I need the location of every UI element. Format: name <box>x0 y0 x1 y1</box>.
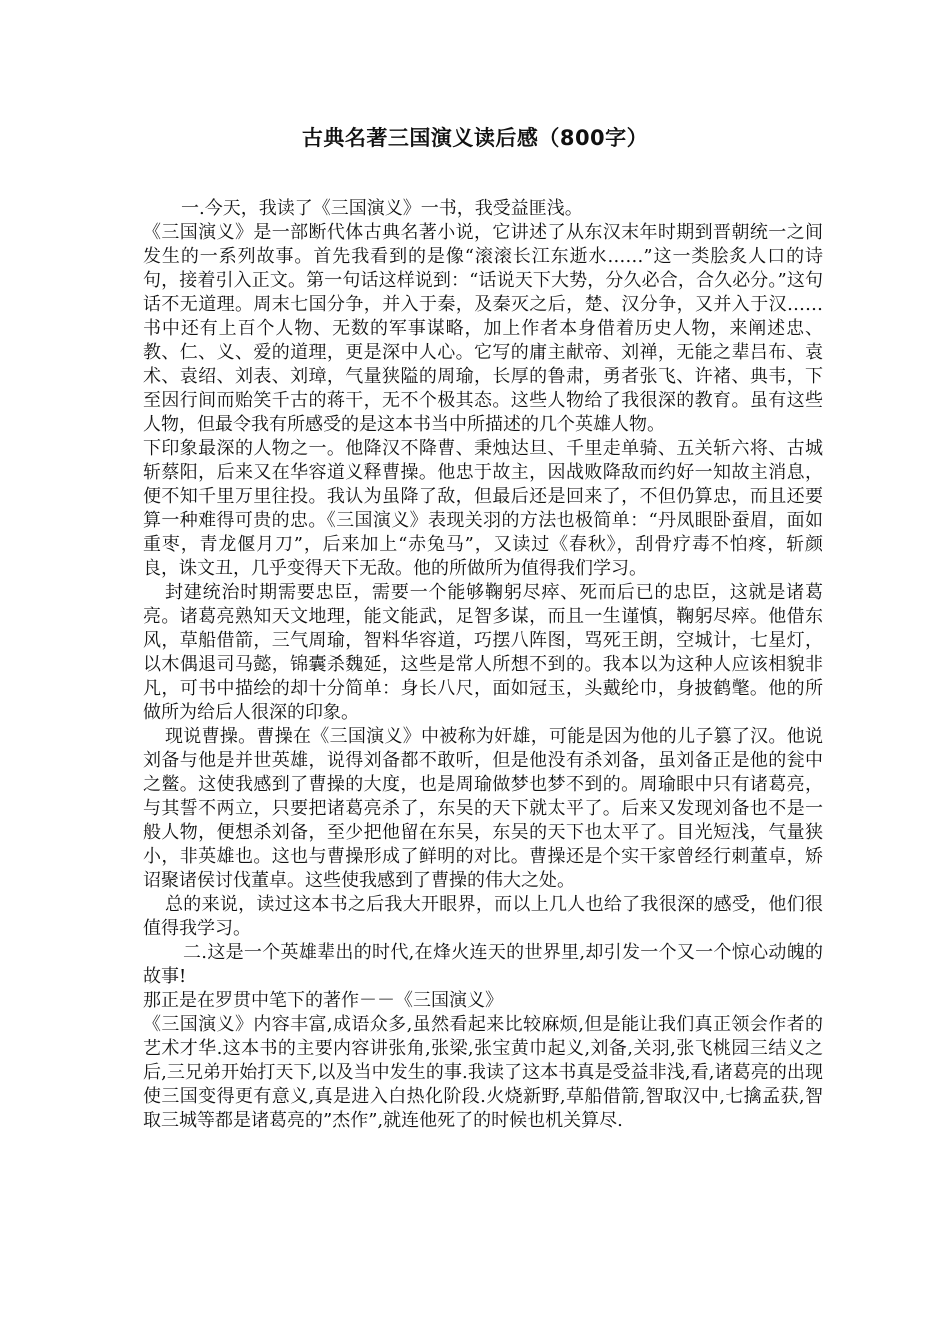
paragraph-overview: 《三国演义》是一部断代体古典名著小说，它讲述了从东汉末年时期到晋朝统一之间发生的一系列故事。首先我看到的是像“滚滚长江东逝水……”这一类脍炙人口的诗句，接着引入正文。第一句话这样说到：“话说天下大势，分久必合，合久必分。”这句话不无道理。周末七国分争，并入于秦，及秦灭之后，楚、汉分争，又并入于汉……书中还有上百个人物、无数的军事谋略，加上作者本身借着历史人物，来阐述忠、教、仁、义、爱的道理，更是深中人心。它写的庸主献帝、刘禅，无能之辈吕布、袁术、袁绍、刘表、刘璋，气量狭隘的周瑜，长厚的鲁肃，勇者张飞、许褚、典韦，下至因行间而贻笑千古的蒋干，无不个极其态。这些人物给了我很深的教育。虽有这些人物，但最令我有所感受的是这本书当中所描述的几个英雄人物。 <box>143 222 823 435</box>
paragraph-cao-cao: 现说曹操。曹操在《三国演义》中被称为奸雄，可能是因为他的儿子篡了汉。他说刘备与他是并世英雄，说得刘备都不敢听，但是他没有杀刘备，虽刘备正是他的瓮中之鳖。这使我感到了曹操的大度，也是周瑜做梦也梦不到的。周瑜眼中只有诸葛亮，与其誓不两立，只要把诸葛亮杀了，东吴的天下就太平了。后来又发现刘备也不是一般人物，便想杀刘备，至少把他留在东吴，东吴的天下也太平了。目光短浅，气量狭小，非英雄也。这也与曹操形成了鲜明的对比。曹操还是个实干家曾经行刺董卓，矫诏聚诸侯讨伐董卓。这些使我感到了曹操的伟大之处。 <box>143 726 823 891</box>
paragraph-second-intro: 二.这是一个英雄辈出的时代,在烽火连天的世界里,却引发一个又一个惊心动魄的故事! <box>143 942 823 987</box>
paragraph-author-line: 那正是在罗贯中笔下的著作－－《三国演义》 <box>143 990 503 1011</box>
paragraph-intro: 一.今天，我读了《三国演义》一书，我受益匪浅。 <box>181 198 583 219</box>
paragraph-zhuge-liang: 封建统治时期需要忠臣，需要一个能够鞠躬尽瘁、死而后已的忠臣，这就是诸葛亮。诸葛亮熟知天文地理，能文能武，足智多谋，而且一生谨慎，鞠躬尽瘁。他借东风，草船借箭，三气周瑜，智料华容道，巧摆八阵图，骂死王朗，空城计，七星灯，以木偶退司马懿，锦囊杀魏延，这些是常人所想不到的。我本以为这种人应该相貌非凡，可书中描绘的却十分简单：身长八尺，面如冠玉，头戴纶巾，身披鹤氅。他的所做所为给后人很深的印象。 <box>143 582 823 723</box>
paragraph-conclusion: 总的来说，读过这本书之后我大开眼界，而以上几人也给了我很深的感受，他们很值得我学习。 <box>143 894 823 939</box>
paragraph-content-summary: 《三国演义》内容丰富,成语众多,虽然看起来比较麻烦,但是能让我们真正领会作者的艺术才华.这本书的主要内容讲张角,张梁,张宝黄巾起义,刘备,关羽,张飞桃园三结义之后,三兄弟开始打天下,以及当中发生的事.我读了这本书真是受益非浅,看,诸葛亮的出现使三国变得更有意义,真是进入白热化阶段.火烧新野,草船借箭,智取汉中,七擒孟获,智取三城等都是诸葛亮的”杰作”,就连他死了的时候也机关算尽. <box>143 1014 823 1131</box>
paragraph-guan-yu: 下印象最深的人物之一。他降汉不降曹、秉烛达旦、千里走单骑、五关斩六将、古城斩蔡阳，后来又在华容道义释曹操。他忠于故主，因战败降敌而约好一知故主消息，便不知千里万里往投。我认为虽降了敌，但最后还是回来了，不但仍算忠，而且还要算一种难得可贵的忠。《三国演义》表现关羽的方法也极简单：“丹凤眼卧蚕眉，面如重枣，青龙偃月刀”，后来加上“赤兔马”，又读过《春秋》，刮骨疗毒不怕疼，斩颜良，诛文丑，几乎变得天下无敌。他的所做所为值得我们学习。 <box>143 438 823 579</box>
document-body <box>143 197 823 1133</box>
document-title: 古典名著三国演义读后感（800字） <box>301 126 649 150</box>
